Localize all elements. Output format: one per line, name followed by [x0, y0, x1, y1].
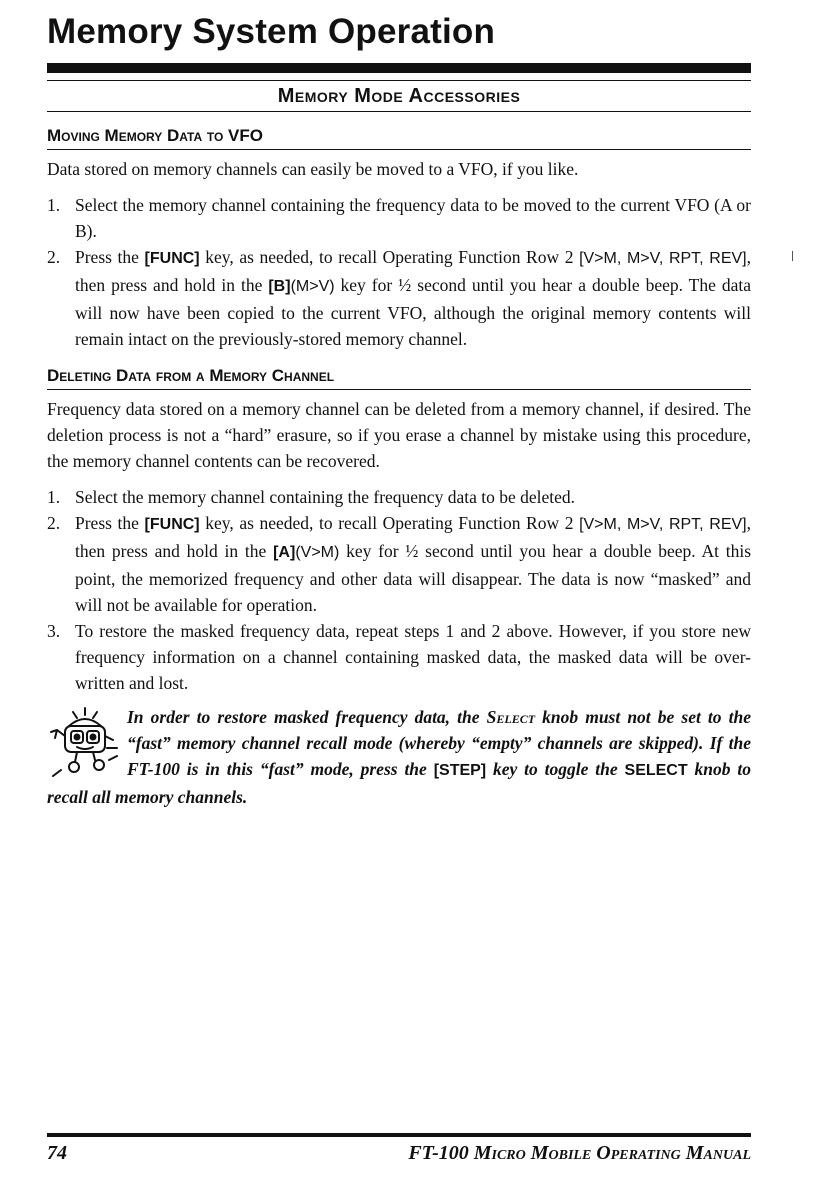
- list-item: [47, 244, 751, 352]
- step-key: [STEP]: [433, 762, 487, 779]
- list-item: [47, 192, 751, 244]
- step-text: Press the: [75, 513, 145, 533]
- list-item: [47, 484, 751, 510]
- a-key: [A]: [273, 544, 296, 561]
- note-text: knob to recall all memory channels.: [47, 759, 751, 807]
- step-text: , then press and hold in the: [75, 247, 752, 295]
- list-item: [47, 618, 751, 696]
- manual-title: FT-100 Micro Mobile Operating Manual: [408, 1142, 751, 1164]
- page-title: Memory System Operation: [47, 12, 496, 51]
- select-knob-key: SELECT: [624, 762, 688, 779]
- step-text: , then press and hold in the: [75, 513, 752, 561]
- function-row-keys: [V>M, M>V, RPT, REV]: [579, 250, 747, 267]
- list-item: [47, 510, 751, 618]
- steps-moving-memory-data: [47, 192, 751, 352]
- select-knob-label: Select: [486, 707, 536, 727]
- b-key-function: (M>V): [290, 278, 335, 295]
- intro-moving-memory-data: Data stored on memory channels can easily be moved to a VFO, if you like.: [47, 159, 579, 179]
- note-text: In order to restore masked frequency data, the: [127, 707, 487, 727]
- function-row-keys: [V>M, M>V, RPT, REV]: [579, 516, 747, 533]
- step-text: key, as needed, to recall Operating Function Row 2: [199, 247, 580, 267]
- title-rule: [47, 63, 751, 73]
- func-key: [FUNC]: [144, 516, 200, 533]
- step-number: 1.: [47, 487, 61, 507]
- step-text: key for ½ second until you hear a double beep. At this point, the memorized frequency and other data will disappear. The data is now “masked” and will not be available for operation.: [75, 541, 752, 615]
- hint-note: [47, 704, 751, 810]
- steps-deleting-data: [47, 484, 751, 696]
- step-number: 2.: [47, 513, 61, 533]
- step-number: 2.: [47, 247, 61, 267]
- heading-moving-memory-data: Moving Memory Data to VFO: [47, 124, 751, 150]
- heading-deleting-data: Deleting Data from a Memory Channel: [47, 364, 751, 390]
- step-text: key, as needed, to recall Operating Function Row 2: [199, 513, 580, 533]
- func-key: [FUNC]: [144, 250, 200, 267]
- section-title: Memory Mode Accessories: [47, 80, 751, 112]
- margin-mark: [792, 251, 793, 261]
- step-number: 1.: [47, 195, 61, 215]
- intro-deleting-data: Frequency data stored on a memory channel can be deleted from a memory channel, if desired. The deletion process is not a “hard” erasure, so if you erase a channel by mistake using this procedure, the memory channel contents can be recovered.: [47, 399, 751, 471]
- a-key-function: (V>M): [295, 544, 340, 561]
- b-key: [B]: [268, 278, 291, 295]
- note-text: key to toggle the: [486, 759, 625, 779]
- step-number: 3.: [47, 621, 61, 641]
- step-text: Select the memory channel containing the frequency data to be deleted.: [75, 487, 576, 507]
- step-text: To restore the masked frequency data, repeat steps 1 and 2 above. However, if you store new frequency information on a channel containing masked data, the masked data will be over-written and lost.: [75, 621, 751, 693]
- page-number: 74: [47, 1142, 67, 1164]
- hint-mascot-icon: [47, 704, 123, 782]
- step-text: Select the memory channel containing the frequency data to be moved to the current VFO (A or B).: [75, 195, 751, 241]
- footer-rule: [47, 1133, 751, 1137]
- note-text: knob must not be set to the “fast” memory channel recall mode (whereby “empty” channels are skipped). If the FT-100 is in this “fast” mode, press the: [127, 707, 751, 779]
- step-text: key for ½ second until you hear a double beep. The data will now have been copied to the current VFO, although the original memory contents will remain intact on the previously-stored memory channel.: [75, 275, 751, 349]
- step-text: Press the: [75, 247, 145, 267]
